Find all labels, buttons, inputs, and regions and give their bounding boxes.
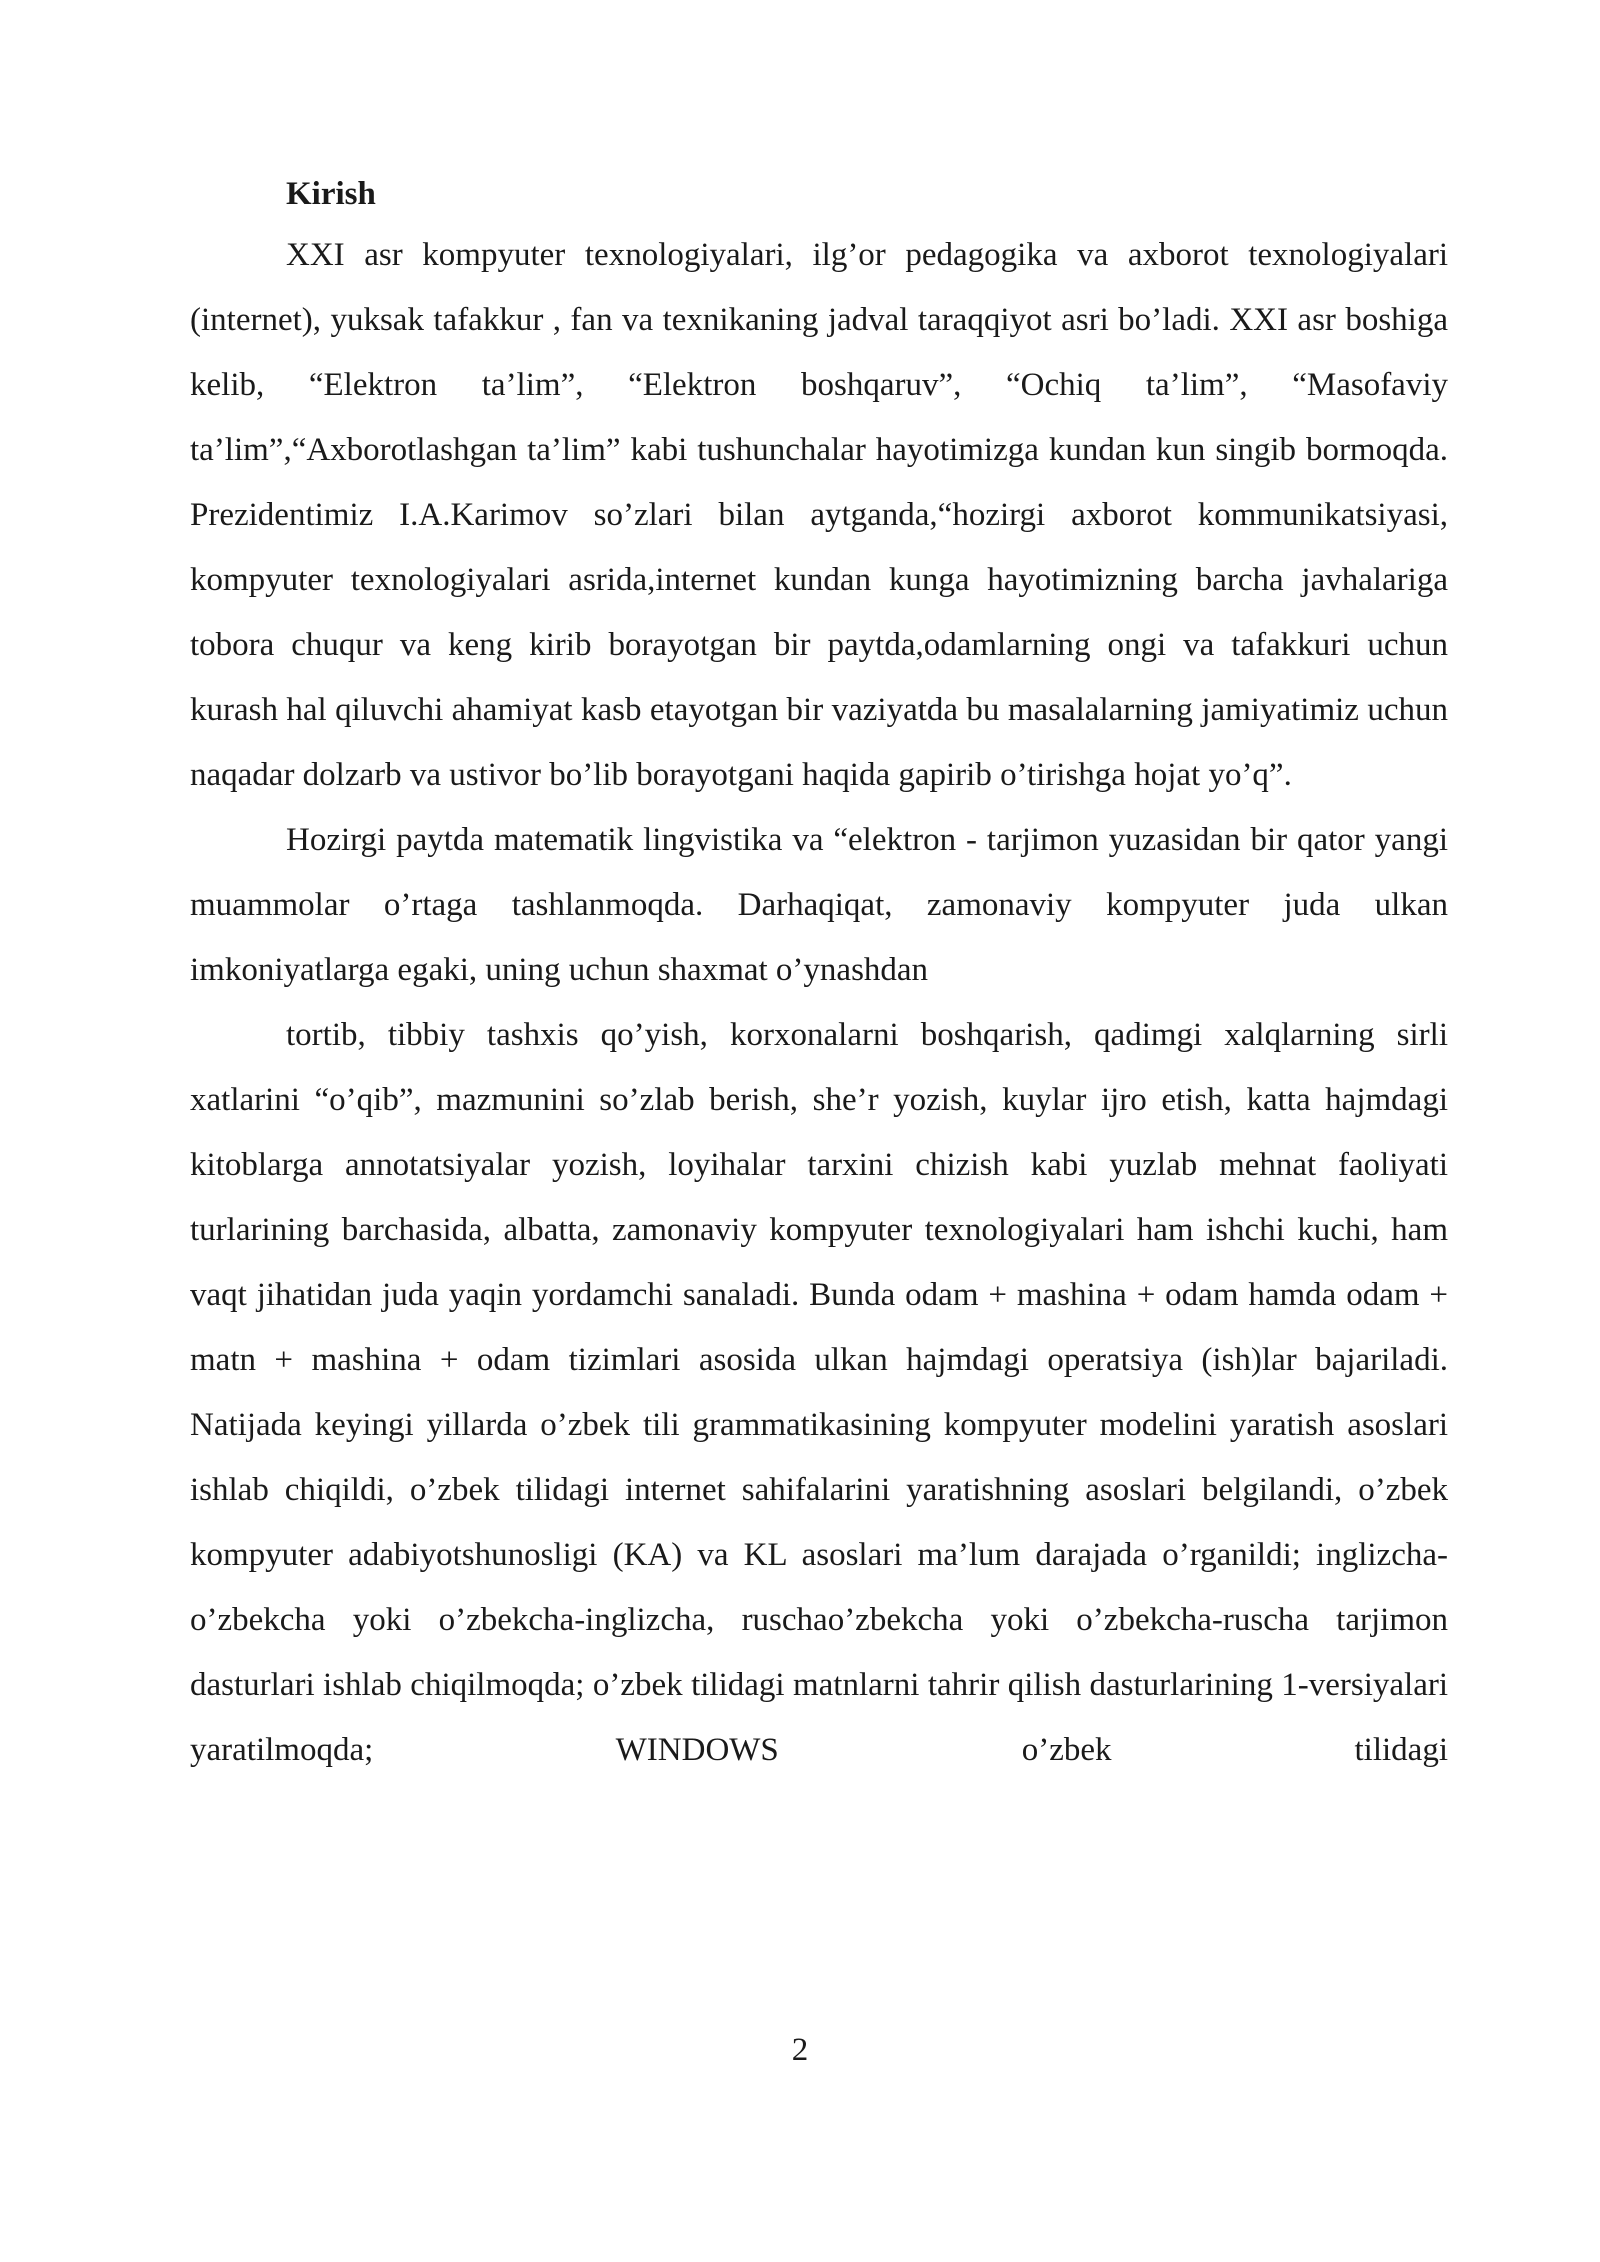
section-heading: Kirish — [286, 176, 376, 212]
paragraph-1: XXI asr kompyuter texnologiyalari, ilg’or pedagogika va axborot texnologiyalari (internet), yuksak tafakkur , fan va texnikaning jadval taraqqiyot asri bo’ladi. XXI asr boshiga kelib, “Elektron ta’lim”, “Elektron boshqaruv”, “Ochiq ta’lim”, “Masofaviy ta’lim”,“Axborotlashgan ta’lim” kabi tushunchalar hayotimizga kundan kun singib bormoqda. Prezidentimiz I.A.Karimov so’zlari bilan aytganda,“hozirgi axborot kommunikatsiyasi, kompyuter texnologiyalari asrida,internet kundan kunga hayotimizning barcha javhalariga tobora chuqur va keng kirib borayotgan bir paytda,odamlarning ongi va tafakkuri uchun kurash hal qiluvchi ahamiyat kasb etayotgan bir vaziyatda bu masalalarning jamiyatimiz uchun naqadar dolzarb va ustivor bo’lib borayotgani haqida gapirib o’tirishga hojat yo’q”. — [190, 237, 1448, 793]
page-number: 2 — [791, 2032, 809, 2068]
paragraph-3: tortib, tibbiy tashxis qo’yish, korxonalarni boshqarish, qadimgi xalqlarning sirli xatlarini “o’qib”, mazmunini so’zlab berish, she’r yozish, kuylar ijro etish, katta hajmdagi kitoblarga annotatsiyalar yozish, loyihalar tarxini chizish kabi yuzlab mehnat faoliyati turlarining barchasida, albatta, zamonaviy kompyuter texnologiyalari ham ishchi kuchi, ham vaqt jihatidan juda yaqin yordamchi sanaladi. Bunda odam + mashina + odam hamda odam + matn + mashina + odam tizimlari asosida ulkan hajmdagi operatsiya (ish)lar bajariladi. Natijada keyingi yillarda o’zbek tili grammatikasining kompyuter modelini yaratish asoslari ishlab chiqildi, o’zbek tilidagi internet sahifalarini yaratishning asoslari belgilandi, o’zbek kompyuter adabiyotshunosligi (KA) va KL asoslari ma’lum darajada o’rganildi; inglizcha-o’zbekcha yoki o’zbekcha-inglizcha, ruschao’zbekcha yoki o’zbekcha-ruscha tarjimon dasturlari ishlab chiqilmoqda; o’zbek tilidagi matnlarni tahrir qilish dasturlarining 1-versiyalari yaratilmoqda; WINDOWS o’zbek tilidagi — [190, 1017, 1448, 1768]
page-content — [190, 165, 1448, 1783]
paragraph-2: Hozirgi paytda matematik lingvistika va “elektron - tarjimon yuzasidan bir qator yangi muammolar o’rtaga tashlanmoqda. Darhaqiqat, zamonaviy kompyuter juda ulkan imkoniyatlarga egaki, uning uchun shaxmat o’ynashdan — [190, 822, 1448, 988]
